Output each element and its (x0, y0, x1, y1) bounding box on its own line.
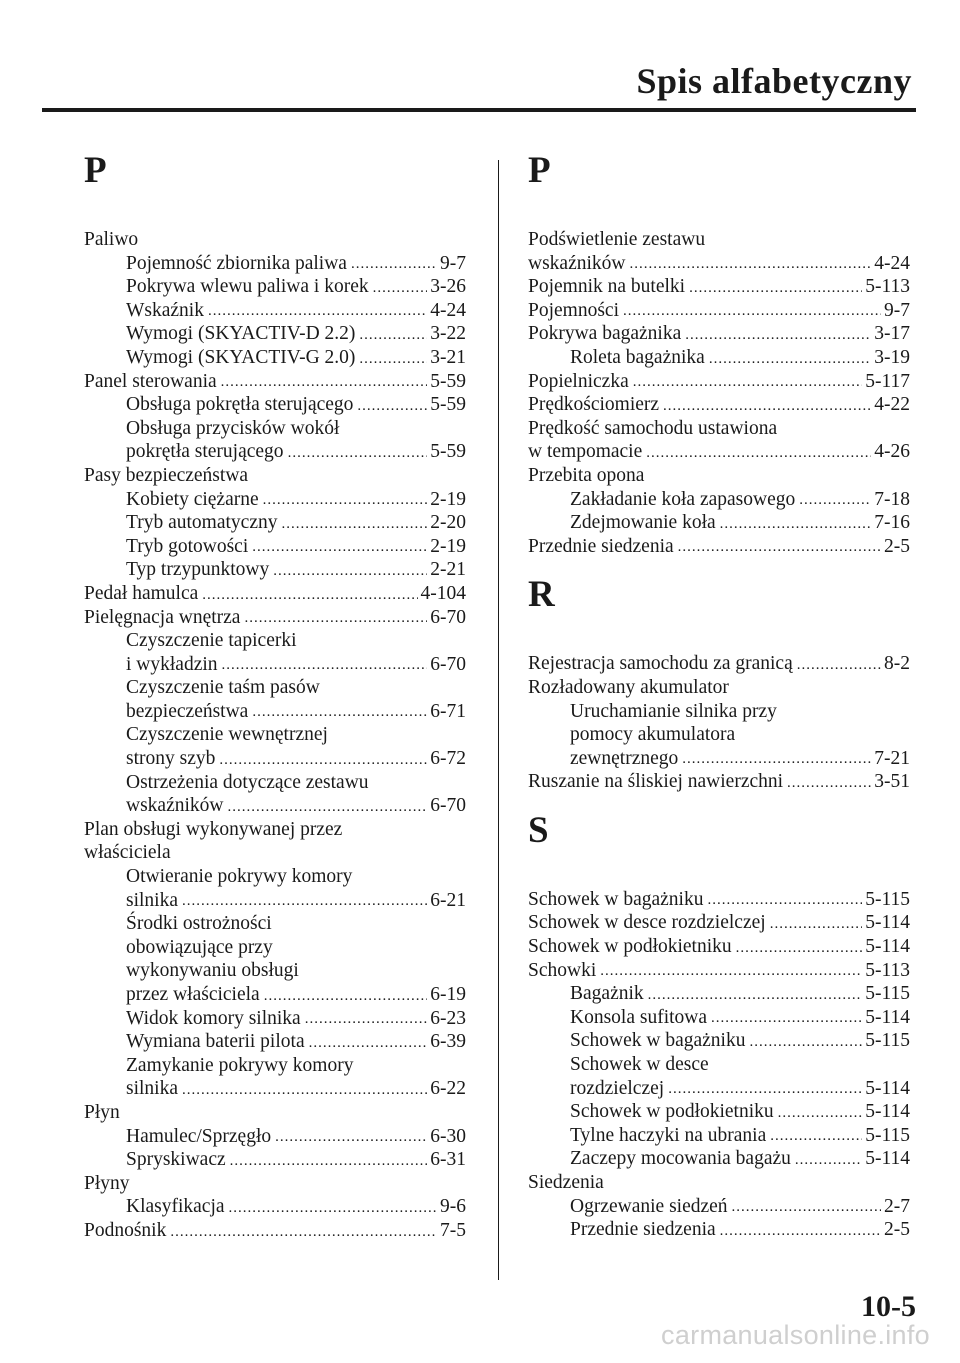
index-subentry (84, 1077, 466, 1101)
index-entry (84, 464, 466, 488)
entry-page: 3-26 (430, 276, 466, 298)
index-subentry (84, 912, 466, 936)
entry-text: Plan obsługi wykonywanej przez (84, 818, 343, 840)
entry-page: 6-70 (430, 653, 466, 675)
index-entry (528, 911, 910, 935)
entry-text: Środki ostrożności (126, 913, 272, 935)
entry-text: Tryb automatyczny (126, 512, 278, 534)
entry-page: 6-19 (430, 984, 466, 1005)
entry-text: w tempomacie (528, 441, 643, 463)
entry-text: Schowek w bagażniku (570, 1030, 746, 1052)
entry-page: 5-114 (865, 1101, 910, 1123)
index-entry (528, 440, 910, 464)
dot-leader (646, 443, 871, 464)
entry-text: Zakładanie koła zapasowego (570, 488, 796, 510)
entry-text: rozdzielczej (570, 1077, 665, 1099)
entry-text: Typ trzypunktowy (126, 559, 270, 581)
index-subentry (84, 488, 466, 512)
entry-text: Czyszczenie tapicerki (126, 630, 297, 652)
index-subentry (528, 488, 910, 512)
entry-text: Zdejmowanie koła (570, 512, 716, 534)
dot-leader (219, 750, 427, 771)
index-subentry (84, 983, 466, 1007)
index-entry (528, 299, 910, 323)
dot-leader (252, 537, 427, 558)
entry-text: Pedał hamulca (84, 582, 199, 604)
dot-leader (263, 490, 428, 511)
dot-leader (600, 961, 862, 982)
dot-leader (749, 1032, 862, 1053)
index-subentry (528, 700, 910, 724)
entry-text: Wymogi (SKYACTIV-G 2.0) (126, 346, 356, 368)
entry-text: Schowki (528, 959, 597, 981)
page-header-title: Spis alfabetyczny (636, 61, 912, 101)
index-entry (528, 228, 910, 252)
entry-text: Schowek w desce (570, 1054, 709, 1076)
dot-leader (685, 325, 871, 346)
dot-leader (357, 396, 427, 417)
index-entry (528, 770, 910, 794)
entry-page: 3-17 (874, 323, 910, 345)
index-subentry (84, 299, 466, 323)
dot-leader (359, 325, 427, 346)
dot-leader (222, 655, 428, 676)
entry-text: Przednie siedzenia (570, 1219, 716, 1241)
index-subentry (528, 1195, 910, 1219)
dot-leader (689, 278, 862, 299)
entry-page: 4-104 (420, 582, 466, 604)
entry-page: 2-5 (884, 535, 910, 557)
entry-page: 5-59 (430, 370, 466, 392)
index-entry (528, 676, 910, 700)
entry-text: Ostrzeżenia dotyczące zestawu (126, 771, 369, 793)
entry-page: 4-22 (874, 394, 910, 416)
entry-page: 6-30 (430, 1125, 466, 1147)
entry-page: 4-26 (874, 441, 910, 463)
entry-page: 5-113 (865, 276, 910, 298)
section-letter: R (528, 574, 555, 616)
entry-text: Panel sterowania (84, 370, 217, 392)
dot-leader (252, 702, 427, 723)
entry-page: 4-24 (430, 299, 466, 321)
entry-text: przez właściciela (126, 984, 260, 1005)
entry-text: Siedzenia (528, 1172, 604, 1193)
index-subentry (84, 771, 466, 795)
entry-text: Obsługa przycisków wokół (126, 417, 340, 439)
entry-text: Podświetlenie zestawu (528, 229, 706, 250)
index-subentry (84, 440, 466, 464)
index-entry (528, 888, 910, 912)
entry-text: bezpieczeństwa (126, 700, 249, 722)
entry-page: 5-59 (430, 394, 466, 416)
index-subentry (528, 723, 910, 747)
index-entry (84, 228, 466, 252)
dot-leader (227, 797, 427, 818)
entry-page: 6-31 (430, 1149, 466, 1171)
index-subentry (84, 865, 466, 889)
entry-page: 5-114 (865, 1148, 910, 1170)
index-entry (528, 275, 910, 299)
entry-page: 2-21 (430, 559, 466, 581)
entry-text: Zaczepy mocowania bagażu (570, 1148, 791, 1170)
entry-text: Przebita opona (528, 464, 645, 486)
index-entry (528, 535, 910, 559)
section-letter: S (528, 809, 549, 851)
index-subentry (528, 982, 910, 1006)
entry-text: Tylne haczyki na ubrania (570, 1124, 767, 1146)
index-entry (528, 417, 910, 441)
entry-text: Hamulec/Sprzęgło (126, 1125, 272, 1147)
index-subentry (84, 959, 466, 983)
page-number: 10-5 (861, 1290, 916, 1323)
entry-text: Pojemność zbiornika paliwa (126, 252, 347, 274)
dot-leader (709, 349, 871, 370)
entry-page: 5-117 (865, 370, 910, 392)
index-entry (528, 464, 910, 488)
index-subentry (84, 1054, 466, 1078)
entry-text: Płyny (84, 1172, 130, 1194)
entry-text: Pojemnik na butelki (528, 276, 686, 298)
entry-text: Zamykanie pokrywy komory (126, 1054, 354, 1076)
entry-text: zewnętrznego (570, 747, 679, 769)
index-entry (84, 1101, 466, 1125)
index-subentry (84, 535, 466, 559)
entry-page: 6-71 (430, 700, 466, 722)
entry-page: 6-23 (430, 1007, 466, 1029)
entry-page: 9-6 (440, 1196, 466, 1218)
entry-text: Ruszanie na śliskiej nawierzchni (528, 771, 784, 793)
entry-text: Podnośnik (84, 1219, 167, 1241)
entry-text: i wykładzin (126, 653, 218, 675)
index-subentry (528, 1124, 910, 1148)
entry-text: Kobiety ciężarne (126, 488, 259, 510)
index-subentry (528, 747, 910, 771)
dot-leader (682, 749, 871, 770)
index-entry (528, 370, 910, 394)
entry-text: Prędkościomierz (528, 394, 660, 416)
index-entry (84, 841, 466, 865)
index-subentry (84, 747, 466, 771)
dot-leader (633, 372, 863, 393)
entry-text: wykonywaniu obsługi (126, 960, 299, 982)
dot-leader (787, 773, 871, 794)
index-subentry (528, 1006, 910, 1030)
index-subentry (84, 346, 466, 370)
index-subentry (84, 1030, 466, 1054)
entry-page: 5-113 (865, 959, 910, 981)
entry-page: 5-114 (865, 1077, 910, 1099)
entry-text: wskaźników (126, 795, 224, 817)
entry-text: Ogrzewanie siedzeń (570, 1195, 728, 1217)
entry-text: Prędkość samochodu ustawiona (528, 417, 778, 439)
dot-leader (770, 1126, 862, 1147)
entry-page: 7-18 (874, 488, 910, 510)
entry-text: Uruchamianie silnika przy (570, 700, 777, 722)
entry-text: wskaźników (528, 252, 626, 274)
entry-page: 3-21 (430, 346, 466, 368)
dot-leader (202, 585, 417, 606)
dot-leader (305, 1009, 428, 1030)
index-subentry (84, 1148, 466, 1172)
dot-leader (229, 1198, 437, 1219)
entry-text: Schowek w podłokietniku (528, 936, 732, 958)
dot-leader (309, 1033, 428, 1054)
index-subentry (528, 1029, 910, 1053)
entry-page: 3-22 (430, 323, 466, 345)
dot-leader (799, 490, 871, 511)
entry-text: Pasy bezpieczeństwa (84, 464, 249, 486)
index-subentry (84, 794, 466, 818)
dot-leader (230, 1151, 428, 1172)
dot-leader (244, 608, 427, 629)
entry-text: strony szyb (126, 748, 216, 770)
entry-page: 5-115 (865, 1124, 910, 1146)
entry-text: Wskaźnik (126, 299, 204, 321)
entry-text: Spryskiwacz (126, 1149, 226, 1171)
index-column-left (84, 146, 466, 1243)
entry-text: Schowek w desce rozdzielczej (528, 912, 766, 934)
entry-page: 5-114 (865, 912, 910, 934)
entry-text: Pojemności (528, 299, 619, 321)
entry-text: Popielniczka (528, 370, 629, 392)
dot-leader (170, 1222, 437, 1243)
entry-page: 6-22 (430, 1078, 466, 1100)
entry-text: Czyszczenie wewnętrznej (126, 724, 328, 746)
index-entry (528, 1171, 910, 1195)
entry-text: Rejestracja samochodu za granicą (528, 653, 793, 675)
entry-page: 7-21 (874, 747, 910, 769)
entry-page: 4-24 (874, 252, 910, 274)
entry-text: Paliwo (84, 229, 139, 250)
index-entry (84, 818, 466, 842)
index-column-right (528, 146, 910, 1242)
entry-page: 5-115 (865, 888, 910, 910)
entry-text: Tryb gotowości (126, 535, 249, 557)
entry-page: 6-21 (430, 889, 466, 911)
dot-leader (778, 1103, 863, 1124)
dot-leader (221, 372, 428, 393)
index-entry (528, 322, 910, 346)
entry-page: 6-70 (430, 606, 466, 628)
dot-leader (648, 985, 863, 1006)
index-subentry (84, 700, 466, 724)
entry-text: Widok komory silnika (126, 1007, 301, 1029)
index-subentry (84, 511, 466, 535)
entry-text: obowiązujące przy (126, 936, 273, 958)
dot-leader (275, 1127, 427, 1148)
entry-text: Pielęgnacja wnętrza (84, 606, 241, 628)
dot-leader (668, 1079, 862, 1100)
entry-text: silnika (126, 889, 178, 911)
entry-text: Pokrywa bagażnika (528, 323, 682, 345)
index-subentry (84, 252, 466, 276)
index-subentry (528, 1053, 910, 1077)
dot-leader (629, 254, 871, 275)
column-divider (498, 160, 499, 1280)
index-subentry (84, 417, 466, 441)
entry-text: Bagażnik (570, 983, 644, 1005)
section-letter: P (528, 150, 551, 191)
dot-leader (720, 1221, 881, 1242)
entry-text: pomocy akumulatora (570, 724, 736, 746)
entry-text: silnika (126, 1078, 178, 1100)
entry-text: Wymogi (SKYACTIV-D 2.2) (126, 323, 356, 345)
entry-text: Wymiana baterii pilota (126, 1031, 305, 1053)
index-entry (84, 606, 466, 630)
index-subentry (84, 723, 466, 747)
entry-page: 5-114 (865, 936, 910, 958)
index-subentry (84, 936, 466, 960)
dot-leader (288, 443, 428, 464)
index-subentry (84, 558, 466, 582)
dot-leader (736, 938, 863, 959)
dot-leader (720, 514, 872, 535)
dot-leader (359, 349, 427, 370)
entry-text: Rozładowany akumulator (528, 676, 729, 698)
entry-text: Schowek w podłokietniku (570, 1101, 774, 1123)
index-subentry (84, 629, 466, 653)
index-subentry (84, 889, 466, 913)
index-subentry (528, 1218, 910, 1242)
entry-page: 5-114 (865, 1006, 910, 1028)
entry-page: 8-2 (884, 653, 910, 675)
entry-text: Klasyfikacja (126, 1196, 225, 1218)
dot-leader (208, 301, 427, 322)
index-entry (528, 959, 910, 983)
index-subentry (84, 393, 466, 417)
dot-leader (182, 891, 427, 912)
entry-page: 7-5 (440, 1219, 466, 1241)
entry-text: Przednie siedzenia (528, 535, 674, 557)
entry-text: Pokrywa wlewu paliwa i korek (126, 276, 369, 298)
entry-page: 5-115 (865, 1030, 910, 1052)
entry-page: 3-19 (874, 346, 910, 368)
dot-leader (770, 914, 863, 935)
index-entry (84, 582, 466, 606)
index-subentry (84, 653, 466, 677)
entry-page: 6-70 (430, 795, 466, 817)
dot-leader (732, 1197, 881, 1218)
entry-page: 2-19 (430, 535, 466, 557)
dot-leader (678, 537, 881, 558)
index-entry (528, 652, 910, 676)
dot-leader (795, 1150, 862, 1171)
entry-page: 6-72 (430, 748, 466, 770)
watermark-text: carmanualsonline.info (661, 1320, 930, 1350)
index-subentry (84, 275, 466, 299)
index-subentry (528, 346, 910, 370)
dot-leader (351, 254, 437, 275)
entry-page: 9-7 (884, 299, 910, 321)
entry-text: Roleta bagażnika (570, 346, 705, 368)
index-entry (528, 252, 910, 276)
index-subentry (84, 322, 466, 346)
index-entry (84, 1219, 466, 1243)
entry-text: Schowek w bagażniku (528, 888, 704, 910)
entry-page: 3-51 (874, 771, 910, 793)
index-subentry (84, 1007, 466, 1031)
dot-leader (264, 986, 428, 1007)
dot-leader (182, 1080, 427, 1101)
dot-leader (707, 890, 862, 911)
index-subentry (84, 1125, 466, 1149)
index-entry (528, 935, 910, 959)
entry-page: 5-115 (865, 983, 910, 1005)
entry-page: 2-20 (430, 512, 466, 534)
dot-leader (281, 514, 427, 535)
entry-text: Konsola sufitowa (570, 1006, 708, 1028)
entry-page: 9-7 (440, 252, 466, 274)
dot-leader (623, 301, 881, 322)
entry-text: właściciela (84, 842, 171, 864)
header-rule (42, 108, 916, 112)
entry-page: 2-7 (884, 1195, 910, 1217)
index-subentry (84, 676, 466, 700)
dot-leader (373, 278, 428, 299)
dot-leader (797, 655, 881, 676)
entry-text: Obsługa pokrętła sterującego (126, 394, 354, 416)
index-subentry (84, 1195, 466, 1219)
entry-page: 6-39 (430, 1031, 466, 1053)
section-letter: P (84, 150, 107, 191)
dot-leader (273, 561, 427, 582)
entry-page: 2-5 (884, 1219, 910, 1241)
index-entry (84, 1172, 466, 1196)
dot-leader (663, 396, 871, 417)
index-subentry (528, 1077, 910, 1101)
entry-text: Płyn (84, 1101, 120, 1123)
entry-text: Czyszczenie taśm pasów (126, 677, 320, 699)
index-entry (84, 370, 466, 394)
index-subentry (528, 511, 910, 535)
dot-leader (711, 1008, 862, 1029)
entry-text: pokrętła sterującego (126, 441, 284, 463)
entry-page: 7-16 (874, 512, 910, 534)
index-entry (528, 393, 910, 417)
entry-page: 2-19 (430, 488, 466, 510)
index-subentry (528, 1100, 910, 1124)
entry-text: Otwieranie pokrywy komory (126, 866, 353, 888)
entry-page: 5-59 (430, 441, 466, 463)
index-subentry (528, 1147, 910, 1171)
